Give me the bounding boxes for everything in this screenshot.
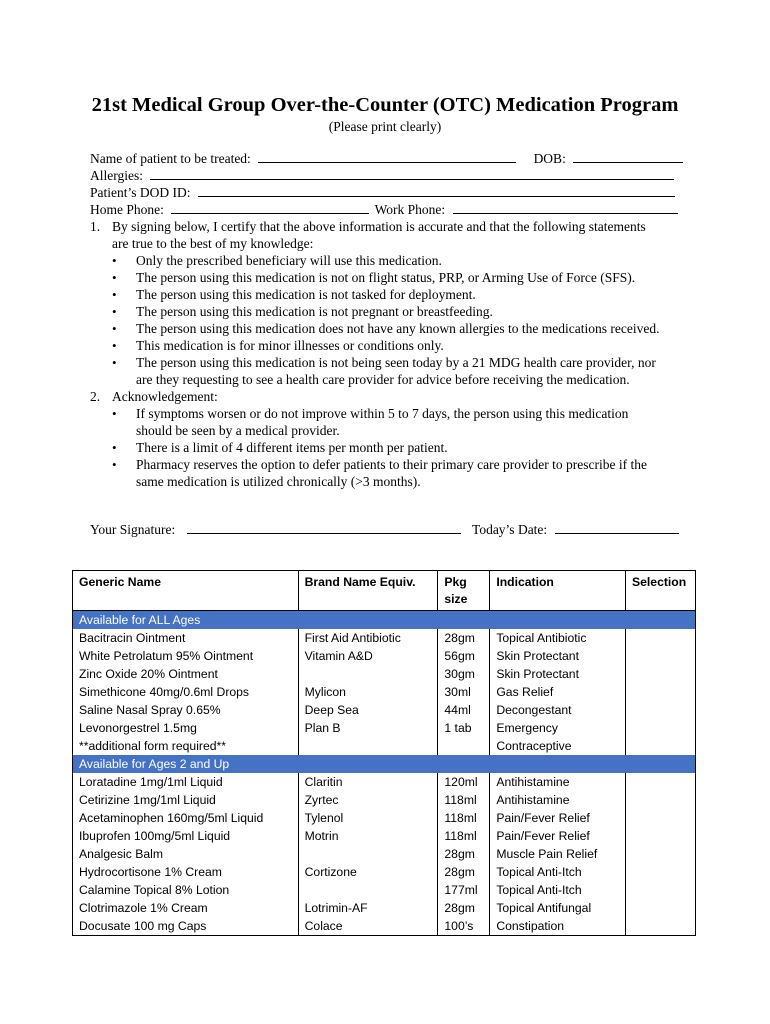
brand-name-cell: Plan B [298,719,438,737]
signature-row [90,521,679,538]
pkg-size-cell: 118ml [438,791,490,809]
section1-bullet: The person using this medication is not pregnant or breastfeeding. [136,304,493,319]
table-header-row [73,571,696,611]
section2-bullet: There is a limit of 4 different items per month per patient. [136,440,448,455]
pkg-size-cell: 28gm [438,863,490,881]
section2-bullet-continuation: should be seen by a medical provider. [136,423,340,438]
table-row [73,665,696,683]
brand-name-cell: Zyrtec [298,791,438,809]
section-header-cell [438,755,490,773]
indication-cell: Decongestant [490,701,626,719]
selection-cell[interactable] [626,845,696,863]
selection-cell[interactable] [626,683,696,701]
pkg-size-cell: 118ml [438,827,490,845]
table-row [73,647,696,665]
indication-cell: Contraceptive [490,737,626,755]
generic-name-cell: Clotrimazole 1% Cream [73,899,299,917]
bullet-icon: • [112,338,117,353]
indication-cell: Pain/Fever Relief [490,809,626,827]
allergies-label: Allergies: [90,168,143,183]
table-section-header [73,611,696,630]
home-phone-field[interactable] [171,201,369,214]
section1-bullet: The person using this medication is not tasked for deployment. [136,287,476,302]
section-header-cell [490,611,626,630]
selection-cell[interactable] [626,701,696,719]
selection-cell[interactable] [626,827,696,845]
pkg-size-cell: 177ml [438,881,490,899]
section-header-label: Available for Ages 2 and Up [73,755,299,773]
dod-id-label: Patient’s DOD ID: [90,185,191,200]
section1-intro-line1: By signing below, I certify that the above information is accurate and that the following statements [112,219,646,234]
section-header-cell [626,611,696,630]
section-header-cell [490,755,626,773]
pkg-size-cell: 100’s [438,917,490,936]
signature-field[interactable] [187,521,461,534]
col-header-generic: Generic Name [73,571,299,611]
bullet-icon: • [112,440,117,455]
indication-cell: Topical Anti-Itch [490,863,626,881]
section1-bullet-continuation: are they requesting to see a health care provider for advice before receiving the medication. [136,372,630,387]
home-phone-label: Home Phone: [90,202,164,217]
table-row [73,773,696,791]
dob-field[interactable] [573,150,683,163]
bullet-icon: • [112,253,117,268]
brand-name-cell: Claritin [298,773,438,791]
brand-name-cell: First Aid Antibiotic [298,629,438,647]
brand-name-cell [298,881,438,899]
indication-cell: Muscle Pain Relief [490,845,626,863]
phone-row [90,201,678,218]
pkg-size-cell: 28gm [438,899,490,917]
table-row [73,791,696,809]
bullet-icon: • [112,287,117,302]
section1-intro-line2: are true to the best of my knowledge: [112,236,314,251]
selection-cell[interactable] [626,809,696,827]
selection-cell[interactable] [626,899,696,917]
section1-bullet: This medication is for minor illnesses or conditions only. [136,338,444,353]
indication-cell: Constipation [490,917,626,936]
table-row [73,629,696,647]
selection-cell[interactable] [626,917,696,936]
section-header-cell [298,611,438,630]
table-row [73,737,696,755]
selection-cell[interactable] [626,791,696,809]
indication-cell: Pain/Fever Relief [490,827,626,845]
dob-label: DOB: [533,151,566,166]
col-header-indication: Indication [490,571,626,611]
pkg-size-cell: 30gm [438,665,490,683]
indication-cell: Antihistamine [490,791,626,809]
section1-number: 1. [90,219,101,234]
brand-name-cell: Colace [298,917,438,936]
col-header-selection: Selection [626,571,696,611]
brand-name-cell: Cortizone [298,863,438,881]
section2-bullet: Pharmacy reserves the option to defer patients to their primary care provider to prescribe if the [136,457,647,472]
indication-cell: Emergency [490,719,626,737]
bullet-icon: • [112,321,117,336]
section-header-cell [626,755,696,773]
indication-cell: Skin Protectant [490,665,626,683]
page-title: 21st Medical Group Over-the-Counter (OTC) Medication Program [91,94,679,116]
indication-cell: Topical Anti-Itch [490,881,626,899]
brand-name-cell: Mylicon [298,683,438,701]
brand-name-cell [298,737,438,755]
bullet-icon: • [112,270,117,285]
table-row [73,917,696,936]
generic-name-cell: Simethicone 40mg/0.6ml Drops [73,683,299,701]
table-row [73,863,696,881]
generic-name-cell: Loratadine 1mg/1ml Liquid [73,773,299,791]
signature-label: Your Signature: [90,522,176,537]
pkg-size-cell: 120ml [438,773,490,791]
bullet-icon: • [112,406,117,421]
patient-name-row [90,150,683,167]
generic-name-cell: Cetirizine 1mg/1ml Liquid [73,791,299,809]
generic-name-cell: Bacitracin Ointment [73,629,299,647]
patient-name-field[interactable] [258,150,516,163]
allergies-row [90,167,674,184]
selection-cell[interactable] [626,737,696,755]
generic-name-cell: White Petrolatum 95% Ointment [73,647,299,665]
pkg-size-cell: 30ml [438,683,490,701]
pkg-size-cell: 56gm [438,647,490,665]
generic-name-cell: Analgesic Balm [73,845,299,863]
col-header-pkg [438,571,490,611]
section-header-cell [298,755,438,773]
medication-table [72,570,696,936]
table-row [73,701,696,719]
allergies-field[interactable] [150,167,674,180]
table-row [73,845,696,863]
col-header-pkg-line1: Pkg [444,575,467,589]
generic-name-cell: Hydrocortisone 1% Cream [73,863,299,881]
table-row [73,827,696,845]
selection-cell[interactable] [626,773,696,791]
selection-cell[interactable] [626,719,696,737]
brand-name-cell [298,845,438,863]
bullet-icon: • [112,457,117,472]
section1-bullet: The person using this medication is not being seen today by a 21 MDG health care provider, nor [136,355,656,370]
brand-name-cell: Motrin [298,827,438,845]
table-row [73,881,696,899]
table-section-header [73,755,696,773]
brand-name-cell [298,665,438,683]
selection-cell[interactable] [626,881,696,899]
table-row [73,683,696,701]
section-header-label: Available for ALL Ages [73,611,299,630]
pkg-size-cell: 1 tab [438,719,490,737]
brand-name-cell: Vitamin A&D [298,647,438,665]
dod-id-field[interactable] [198,184,675,197]
dod-id-row [90,184,675,201]
section2-number: 2. [90,389,101,404]
pkg-size-cell: 28gm [438,845,490,863]
section2-bullet-continuation: same medication is utilized chronically (>3 months). [136,474,421,489]
col-header-brand: Brand Name Equiv. [298,571,438,611]
table-row [73,899,696,917]
section2-bullet: If symptoms worsen or do not improve within 5 to 7 days, the person using this medication [136,406,629,421]
generic-name-cell: Zinc Oxide 20% Ointment [73,665,299,683]
section1-bullet: Only the prescribed beneficiary will use this medication. [136,253,442,268]
todays-date-label: Today’s Date: [472,522,548,537]
selection-cell[interactable] [626,863,696,881]
section2-heading: Acknowledgement: [112,389,218,404]
work-phone-field[interactable] [453,201,678,214]
pkg-size-cell: 118ml [438,809,490,827]
generic-name-cell: Acetaminophen 160mg/5ml Liquid [73,809,299,827]
pkg-size-cell [438,737,490,755]
indication-cell: Antihistamine [490,773,626,791]
brand-name-cell: Tylenol [298,809,438,827]
col-header-pkg-line2: size [444,592,468,606]
page-subtitle: (Please print clearly) [328,119,442,134]
work-phone-label: Work Phone: [374,202,446,217]
generic-name-cell: Ibuprofen 100mg/5ml Liquid [73,827,299,845]
pkg-size-cell: 44ml [438,701,490,719]
bullet-icon: • [112,355,117,370]
selection-cell[interactable] [626,665,696,683]
generic-name-cell: Docusate 100 mg Caps [73,917,299,936]
generic-name-cell: **additional form required** [73,737,299,755]
selection-cell[interactable] [626,629,696,647]
section1-bullet: The person using this medication is not on flight status, PRP, or Arming Use of Force (SFS). [136,270,636,285]
brand-name-cell: Lotrimin-AF [298,899,438,917]
generic-name-cell: Saline Nasal Spray 0.65% [73,701,299,719]
patient-name-label: Name of patient to be treated: [90,151,251,166]
bullet-icon: • [112,304,117,319]
todays-date-field[interactable] [555,521,679,534]
pkg-size-cell: 28gm [438,629,490,647]
indication-cell: Gas Relief [490,683,626,701]
section1-bullet: The person using this medication does not have any known allergies to the medications received. [136,321,660,336]
indication-cell: Skin Protectant [490,647,626,665]
selection-cell[interactable] [626,647,696,665]
section-header-cell [438,611,490,630]
generic-name-cell: Calamine Topical 8% Lotion [73,881,299,899]
indication-cell: Topical Antifungal [490,899,626,917]
table-row [73,719,696,737]
generic-name-cell: Levonorgestrel 1.5mg [73,719,299,737]
table-row [73,809,696,827]
indication-cell: Topical Antibiotic [490,629,626,647]
brand-name-cell: Deep Sea [298,701,438,719]
